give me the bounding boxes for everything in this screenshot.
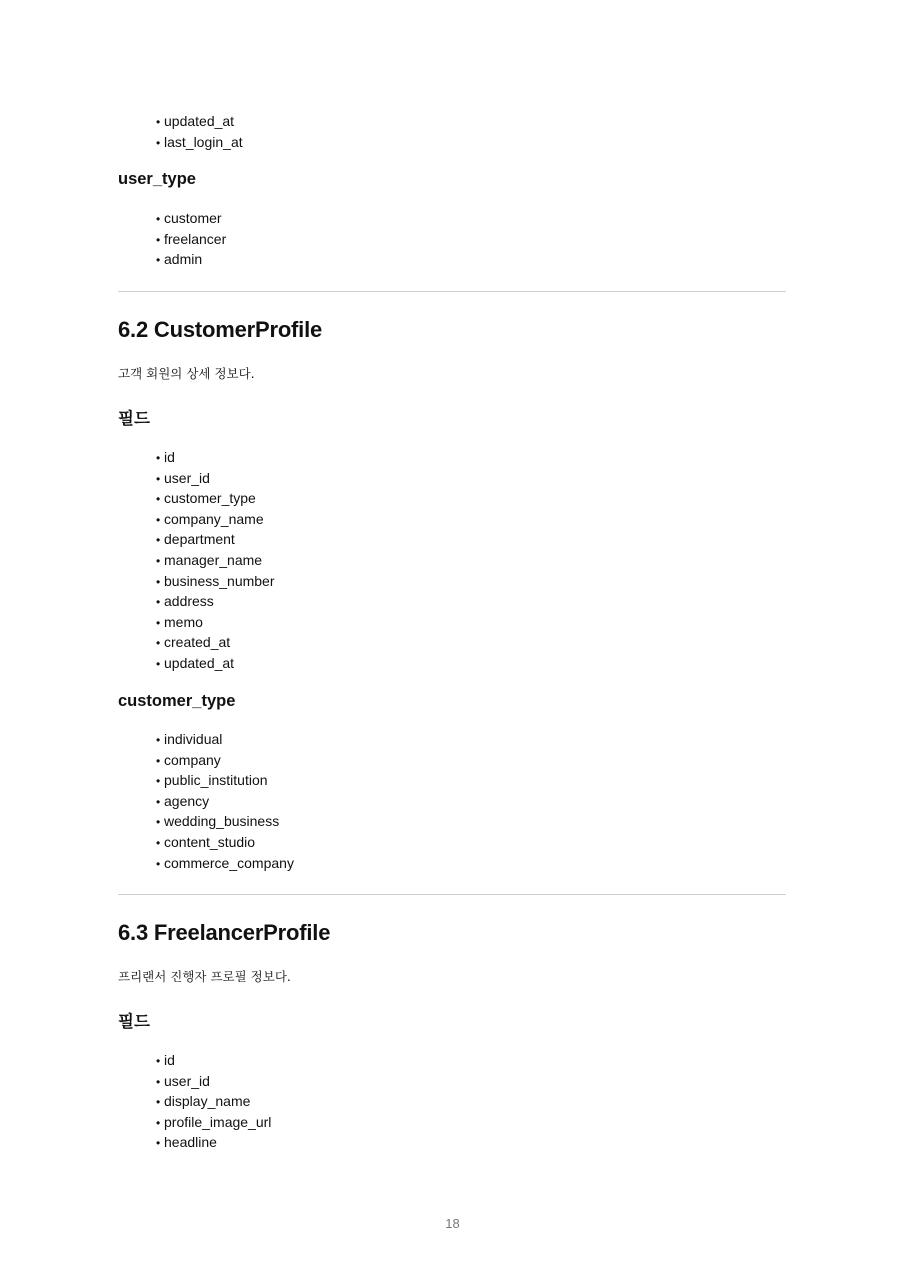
freelancer-profile-description: 프리랜서 진행자 프로필 정보다.: [118, 969, 291, 984]
list-item: • user_id: [156, 468, 905, 489]
list-item: • department: [156, 529, 905, 550]
user-type-list-container: [0, 208, 905, 270]
field-list: [0, 111, 905, 152]
list-item: • company: [156, 750, 905, 771]
customer-type-heading: customer_type: [118, 692, 236, 710]
user-fields-continued-list: [0, 111, 905, 152]
list-item: • customer_type: [156, 488, 905, 509]
list-item: • public_institution: [156, 770, 905, 791]
list-item: • wedding_business: [156, 811, 905, 832]
section-divider: [118, 291, 786, 292]
user-type-heading: user_type: [118, 170, 196, 188]
list-item: • freelancer: [156, 229, 905, 250]
customer-type-list-container: [0, 729, 905, 873]
list-item: • display_name: [156, 1091, 905, 1112]
page-number: 18: [445, 1216, 460, 1231]
list-item: • address: [156, 591, 905, 612]
list-item: • id: [156, 447, 905, 468]
list-item: • content_studio: [156, 832, 905, 853]
customer-type-list: [0, 729, 905, 873]
list-item: • last_login_at: [156, 132, 905, 153]
list-item: • profile_image_url: [156, 1112, 905, 1133]
list-item: • updated_at: [156, 653, 905, 674]
list-item: • commerce_company: [156, 853, 905, 874]
freelancer-fields-list-container: [0, 1050, 905, 1153]
list-item: • id: [156, 1050, 905, 1071]
section-divider: [118, 894, 786, 895]
user-type-list: [0, 208, 905, 270]
list-item: • admin: [156, 249, 905, 270]
list-item: • individual: [156, 729, 905, 750]
list-item: • manager_name: [156, 550, 905, 571]
customer-fields-list: [0, 447, 905, 674]
list-item: • customer: [156, 208, 905, 229]
customer-profile-title: 6.2 CustomerProfile: [118, 317, 323, 342]
customer-fields-heading: 필드: [118, 410, 150, 428]
list-item: • created_at: [156, 632, 905, 653]
list-item: • business_number: [156, 571, 905, 592]
freelancer-fields-heading: 필드: [118, 1013, 150, 1031]
freelancer-fields-list: [0, 1050, 905, 1153]
list-item: • headline: [156, 1132, 905, 1153]
customer-fields-list-container: [0, 447, 905, 674]
list-item: • user_id: [156, 1071, 905, 1092]
list-item: • agency: [156, 791, 905, 812]
list-item: • updated_at: [156, 111, 905, 132]
list-item: • memo: [156, 612, 905, 633]
customer-profile-description: 고객 회원의 상세 정보다.: [118, 366, 255, 381]
freelancer-profile-title: 6.3 FreelancerProfile: [118, 920, 331, 945]
list-item: • company_name: [156, 509, 905, 530]
